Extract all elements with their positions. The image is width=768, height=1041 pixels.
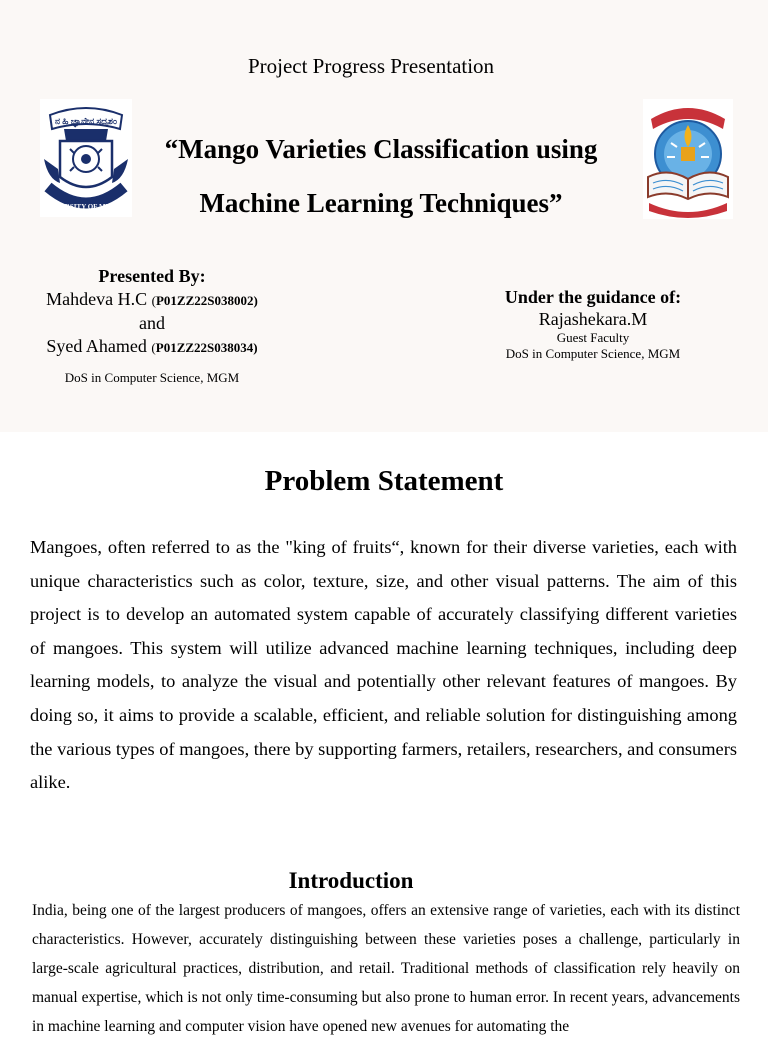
problem-statement-body: Mangoes, often referred to as the "king of fruits“, known for their diverse varieties, each with unique characteristics such as color, texture, size, and other visual patterns. The aim of this project is to develop an automated system capable of accurately classifying different varieties of mangoes. This system will utilize advanced machine learning techniques, including deep learning models, to analyze the visual and potentially other relevant features of mangoes. By doing so, it aims to provide a scalable, efficient, and reliable solution for distinguishing among the various types of mangoes, there by supporting farmers, retailers, researchers, and consumers alike. bbox=[30, 537, 737, 793]
manasagangotri-logo bbox=[643, 99, 733, 219]
svg-text:ನ ಹಿ ಜ್ಞಾನೇನ ಸದೃಶಂ: ನ ಹಿ ಜ್ಞಾನೇನ ಸದೃಶಂ bbox=[55, 116, 117, 126]
presentation-title bbox=[150, 122, 612, 230]
presenter-2-reg-open: ( bbox=[151, 339, 156, 355]
presenters-department: DoS in Computer Science, MGM bbox=[64, 370, 240, 385]
presenter-1-reg-open: ( bbox=[151, 292, 156, 308]
presenter-2-name: Syed Ahamed bbox=[46, 335, 147, 356]
presenter-2-reg: P01ZZ22S038034) bbox=[155, 339, 258, 355]
svg-text:UNIVERSITY OF MYSORE: UNIVERSITY OF MYSORE bbox=[42, 203, 130, 211]
university-of-mysore-logo bbox=[40, 99, 132, 217]
guide-role: Guest Faculty bbox=[556, 330, 630, 345]
and-label: and bbox=[139, 313, 165, 333]
title-line-1: “Mango Varieties Classification using bbox=[164, 134, 598, 164]
guidance-block bbox=[463, 286, 723, 362]
introduction-heading: Introduction bbox=[288, 868, 414, 893]
presentation-subtitle: Project Progress Presentation bbox=[247, 54, 495, 78]
guide-department: DoS in Computer Science, MGM bbox=[505, 346, 681, 361]
title-slide bbox=[0, 0, 768, 432]
problem-statement-heading: Problem Statement bbox=[264, 465, 504, 497]
presenter-1 bbox=[20, 288, 284, 313]
guide-name: Rajashekara.M bbox=[538, 309, 648, 329]
presenter-1-reg: P01ZZ22S038002) bbox=[155, 292, 258, 308]
presenter-1-name: Mahdeva H.C bbox=[46, 288, 148, 309]
introduction-body: India, being one of the largest producers of mangoes, offers an extensive range of varieties, each with its distinct characteristics. However, accurately distinguishing between these varieties poses a challenge, particularly in large-scale agricultural practices, distribution, and retail. Traditional methods of classification rely heavily on manual expertise, which is not only time-consuming but also prone to human error. In recent years, advancements in machine learning and computer vision have opened new avenues for automating the bbox=[32, 902, 740, 1035]
guidance-label: Under the guidance of: bbox=[504, 287, 682, 307]
presenters-block bbox=[20, 265, 284, 386]
title-line-2: Machine Learning Techniques” bbox=[199, 188, 563, 218]
presenter-2 bbox=[20, 335, 284, 360]
presented-by-label: Presented By: bbox=[98, 266, 206, 286]
